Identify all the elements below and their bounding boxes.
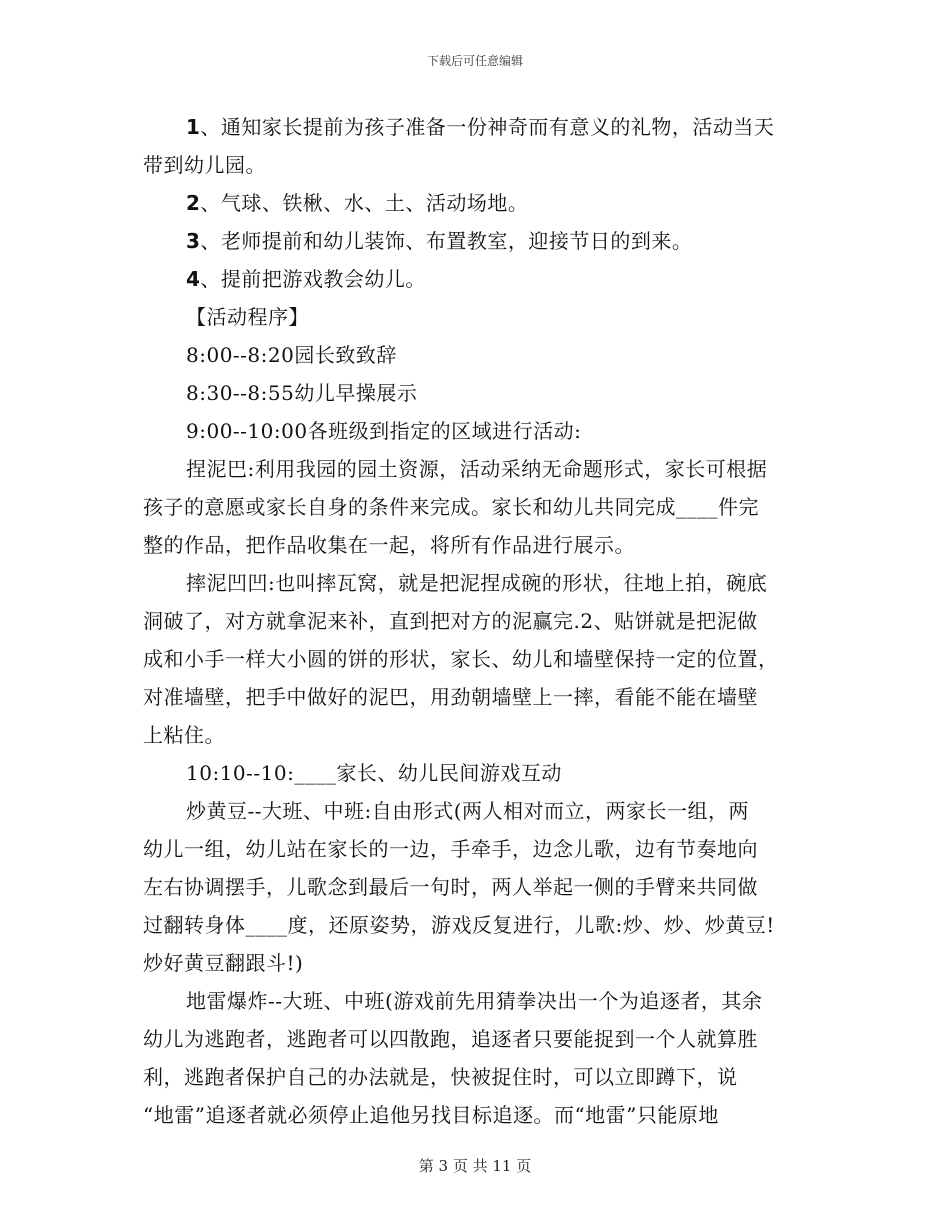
prep-item-number: 3: [186, 229, 201, 253]
paragraph-line: 炒黄豆--大班、中班:自由形式(两人相对而立，两家长一组，两: [186, 799, 750, 823]
schedule-line: 10:10--10:____家长、幼儿民间游戏互动: [186, 761, 562, 785]
prep-item-2: [143, 184, 815, 222]
prep-item-number: 4: [186, 267, 201, 291]
page-indicator: 第 3 页 共 11 页: [418, 1157, 532, 1175]
paragraph-line: 幼儿为逃跑者，逃跑者可以四散跑，追逐者只要能捉到一个人就算胜: [143, 1027, 758, 1051]
paragraph-line: 孩子的意愿或家长自身的条件来完成。家长和幼儿共同完成____件完: [143, 495, 759, 519]
header-note: 下载后可任意编辑: [426, 54, 523, 68]
paragraph-line: 地雷爆炸--大班、中班(游戏前先用猜拳决出一个为追逐者，其余: [186, 989, 763, 1013]
schedule-line: 8:00--8:20园长致致辞: [186, 343, 397, 367]
paragraph-line: 左右协调摆手，儿歌念到最后一句时，两人举起一侧的手臂来共同做: [143, 875, 758, 899]
prep-item-text: 、提前把游戏教会幼儿。: [200, 267, 426, 291]
prep-item-number: 2: [186, 191, 201, 215]
paragraph-line: 成和小手一样大小圆的饼的形状，家长、幼儿和墙壁保持一定的位置，: [143, 647, 779, 671]
schedule-line: 8:30--8:55幼儿早操展示: [186, 381, 418, 405]
paragraph-line: 上粘住。: [143, 723, 225, 747]
prep-item-1: [143, 108, 815, 146]
paragraph-line: 捏泥巴:利用我园的园土资源，活动采纳无命题形式，家长可根据: [186, 457, 768, 481]
document-body: [143, 108, 815, 1134]
prep-item-text: 、通知家长提前为孩子准备一份神奇而有意义的礼物，活动当天: [200, 115, 775, 139]
prep-item-3: [143, 222, 815, 260]
paragraph-line: 利，逃跑者保护自己的办法就是，快被捉住时，可以立即蹲下，说: [143, 1065, 738, 1089]
paragraph-line: 整的作品，把作品收集在一起，将所有作品进行展示。: [143, 533, 635, 557]
paragraph-line: 摔泥凹凹:也叫摔瓦窝，就是把泥捏成碗的形状，往地上拍，碗底: [186, 571, 768, 595]
paragraph-line: 对准墙壁，把手中做好的泥巴，用劲朝墙壁上一摔，看能不能在墙壁: [143, 685, 758, 709]
paragraph-line: 过翻转身体____度，还原姿势，游戏反复进行，儿歌:炒、炒、炒黄豆!: [143, 913, 775, 937]
schedule-line: 9:00--10:00各班级到指定的区域进行活动:: [186, 419, 582, 443]
paragraph-line: 幼儿一组，幼儿站在家长的一边，手牵手，边念儿歌，边有节奏地向: [143, 837, 758, 861]
section-heading: 【活动程序】: [186, 305, 309, 329]
prep-item-4: [143, 260, 815, 298]
prep-item-text: 、老师提前和幼儿装饰、布置教室，迎接节日的到来。: [200, 229, 693, 253]
prep-item-number: 1: [186, 115, 201, 139]
paragraph-line: “地雷”追逐者就必须停止追他另找目标追逐。而“地雷”只能原地: [143, 1103, 719, 1127]
prep-item-text: 、气球、铁楸、水、土、活动场地。: [200, 191, 529, 215]
paragraph-line: 炒好黄豆翻跟斗!): [143, 951, 304, 975]
paragraph-line: 带到幼儿园。: [143, 153, 266, 177]
paragraph-line: 洞破了，对方就拿泥来补，直到把对方的泥赢完.2、贴饼就是把泥做: [143, 609, 758, 633]
